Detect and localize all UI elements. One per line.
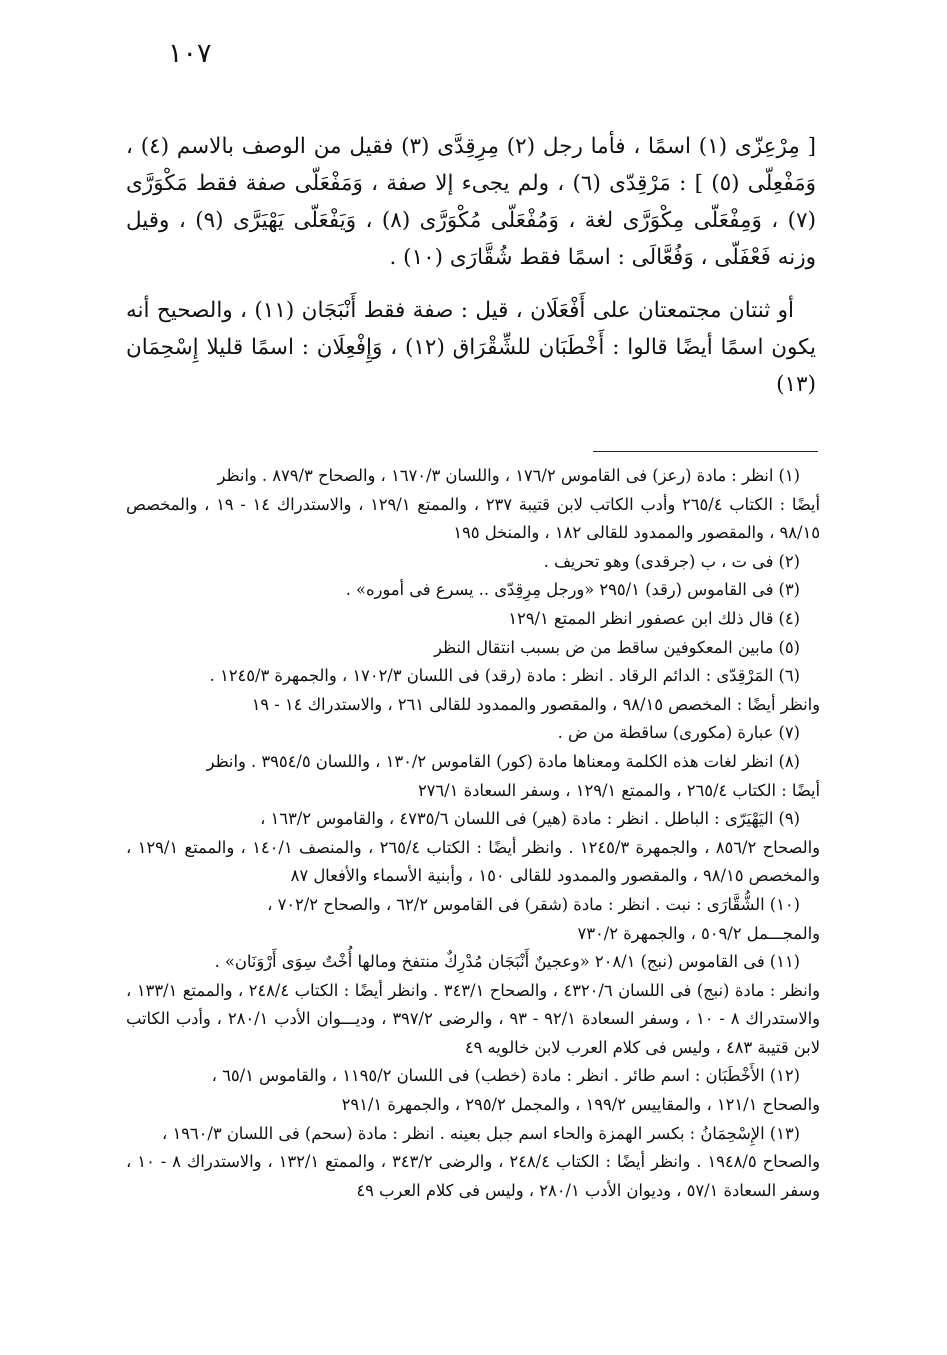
footnote-12 bbox=[126, 1062, 820, 1119]
footnote-9 bbox=[126, 805, 820, 891]
footnote-1 bbox=[126, 462, 820, 548]
footnote-5-text: (٥) مابين المعكوفين ساقط من ض بسبب انتقال النظر bbox=[434, 637, 800, 657]
footnote-1-continuation: أيضًا : الكتاب ٢٦٥/٤ وأدب الكاتب لابن قتيبة ٢٣٧ ، والممتع ١٢٩/١ ، والاستدراك ١٤ - ١٩ ، والمخصص ٩٨/١٥ ، والمقصور والممدود للقالى ١٨٢ ، والمنخل ١٩٥ bbox=[126, 494, 820, 543]
footnote-13-continuation: والصحاح ١٩٤٨/٥ . وانظر أيضًا : الكتاب ٢٤٨/٤ ، والرضى ٣٤٣/٢ ، والممتع ١٣٢/١ ، والاستدراك ٨ - ١٠ ، وسفر السعادة ٥٧/١ ، وديوان الأدب ٢٨٠/١ ، وليس فى كلام العرب ٤٩ bbox=[126, 1152, 821, 1200]
footnote-9-first-line: (٩) اليَهْيَرّى : الباطل . انظر : مادة (هير) فى اللسان ٤٧٣٥/٦ ، والقاموس ١٦٣/٢ ، bbox=[260, 809, 800, 829]
main-text-body bbox=[126, 128, 816, 403]
footnote-12-first-line: (١٢) الأَخْطَبَان : اسم طائر . انظر : مادة (خطب) فى اللسان ١١٩٥/٢ ، والقاموس ٦٥/١ ، bbox=[211, 1066, 800, 1086]
footnote-12-continuation: والصحاح ١٢١/١ ، والمقاييس ١٩٩/٢ ، والمجمل ٢٩٥/٢ ، والجمهرة ٢٩١/١ bbox=[341, 1095, 820, 1115]
footnote-3 bbox=[126, 576, 820, 605]
footnote-8-continuation: أيضًا : الكتاب ٢٦٥/٤ ، والممتع ١٢٩/١ ، وسفر السعادة ٢٧٦/١ bbox=[417, 780, 820, 800]
footnote-10-first-line: (١٠) الشُّقَّارَى : نبت . انظر : مادة (شقر) فى القاموس ٦٢/٢ ، والصحاح ٧٠٢/٢ ، bbox=[267, 894, 800, 914]
page-number: ١٠٧ bbox=[168, 38, 212, 69]
footnote-2-text: (٢) فى ت ، ب (جرقدى) وهو تحريف . bbox=[543, 551, 800, 571]
footnote-11-continuation: وانظر : مادة (نبج) فى اللسان ٤٣٢٠/٦ ، والصحاح ٣٤٣/١ . وانظر أيضًا : الكتاب ٢٤٨/٤ ، والممتع ١٣٣/١ ، والاستدراك ٨ - ١٠ ، وسفر السعادة ٩٢/١ - ٩٣ ، والرضى ٣٩٧/٢ ، وديـــوان الأدب ٢٨٠/١ ، وأدب الكاتب لابن قتيبة ٤٨٣ ، وليس فى كلام العرب لابن خالويه ٤٩ bbox=[126, 980, 821, 1057]
footnote-3-text: (٣) فى القاموس (رقد) ٢٩٥/١ «ورجل مِرِقِدّى .. يسرع فى أموره» . bbox=[345, 580, 800, 600]
footnote-7 bbox=[126, 719, 820, 748]
footnote-1-first-line: (١) انظر : مادة (رعز) فى القاموس ١٧٦/٢ ، واللسان ١٦٧٠/٣ ، والصحاح ٨٧٩/٣ . وانظر bbox=[217, 466, 800, 485]
footnote-6-continuation: وانظر أيضًا : المخصص ٩٨/١٥ ، والمقصور والممدود للقالى ٢٦١ ، والاستدراك ١٤ - ١٩ bbox=[251, 694, 820, 714]
footnote-6-first-line: (٦) المَرْقِدّى : الدائم الرقاد . انظر : مادة (رقد) فى اللسان ١٧٠٢/٣ ، والجمهرة ١٢٤٥/٣ . bbox=[209, 666, 800, 686]
footnote-6 bbox=[126, 662, 820, 719]
footnote-2 bbox=[126, 548, 820, 577]
footnotes-section bbox=[126, 462, 820, 1205]
footnote-10-continuation: والمجـــمل ٥٠٩/٢ ، والجمهرة ٧٣٠/٢ bbox=[577, 923, 820, 943]
footnote-13-first-line: (١٣) الإِسْحِمَانُ : بكسر الهمزة والحاء اسم جبل بعينه . انظر : مادة (سحم) فى اللسان ١٩٦٠/٣ ، bbox=[162, 1123, 800, 1143]
footnote-9-continuation: والصحاح ٨٥٦/٢ ، والجمهرة ١٢٤٥/٣ . وانظر أيضًا : الكتاب ٢٦٥/٤ ، والمنصف ١٤٠/١ ، والممتع ١٢٩/١ ، والمخصص ٩٨/١٥ ، والمقصور والممدود للقالى ١٥٠ ، وأبنية الأسماء والأفعال ٨٧ bbox=[126, 837, 821, 886]
footnote-5 bbox=[126, 634, 820, 663]
footnote-11-first-line: (١١) فى القاموس (نبج) ٢٠٨/١ «وعجينٌ أَنْبَجَان مُدْرِكٌ منتفخ ومالها أُخْتٌ سِوَى أَرْوَنَان» . bbox=[214, 952, 800, 972]
footnote-10 bbox=[126, 891, 820, 948]
footnote-7-text: (٧) عبارة (مكورى) ساقطة من ض . bbox=[557, 723, 800, 743]
footnote-8-first-line: (٨) انظر لغات هذه الكلمة ومعناها مادة (كور) القاموس ١٣٠/٢ ، واللسان ٣٩٥٤/٥ . وانظر bbox=[206, 751, 800, 771]
footnote-separator bbox=[593, 451, 818, 452]
main-paragraph-1: [ مِرْعِزّى (١) اسمًا ، فأما رجل (٢) مِرِقِدَّى (٣) فقيل من الوصف بالاسم (٤) ، وَمَفْعِلّى (٥) ] : مَرْقِدّى (٦) ، ولم يجىء إلا صفة ، وَمَفْعَلّى صفة فقط مَكْوَرَّى (٧) ، وَمِفْعَلّى مِكْوَرَّى لغة ، وَمُفْعَلّى مُكْوَرَّى (٨) ، وَيَفْعَلّى يَهْيَرَّى (٩) ، وقيل وزنه فَعْفَلّى ، وَفُعَّالَى : اسمًا فقط شُقَّارَى (١٠) . bbox=[126, 134, 816, 270]
footnote-11 bbox=[126, 948, 820, 1062]
footnote-13 bbox=[126, 1120, 820, 1206]
main-paragraph-2: أو ثنتان مجتمعتان على أَفْعَلَان ، قيل : صفة فقط أَنْبَجَان (١١) ، والصحيح أنه يكون اسمًا أيضًا قالوا : أَخْطَبَان للشِّقْرَاق (١٢) ، وَإِفْعِلَان : اسمًا قليلا إِسْحِمَان (١٣) bbox=[126, 298, 816, 397]
footnote-4-text: (٤) قال ذلك ابن عصفور انظر الممتع ١٢٩/١ bbox=[508, 608, 800, 628]
footnote-4 bbox=[126, 605, 820, 634]
footnote-8 bbox=[126, 748, 820, 805]
